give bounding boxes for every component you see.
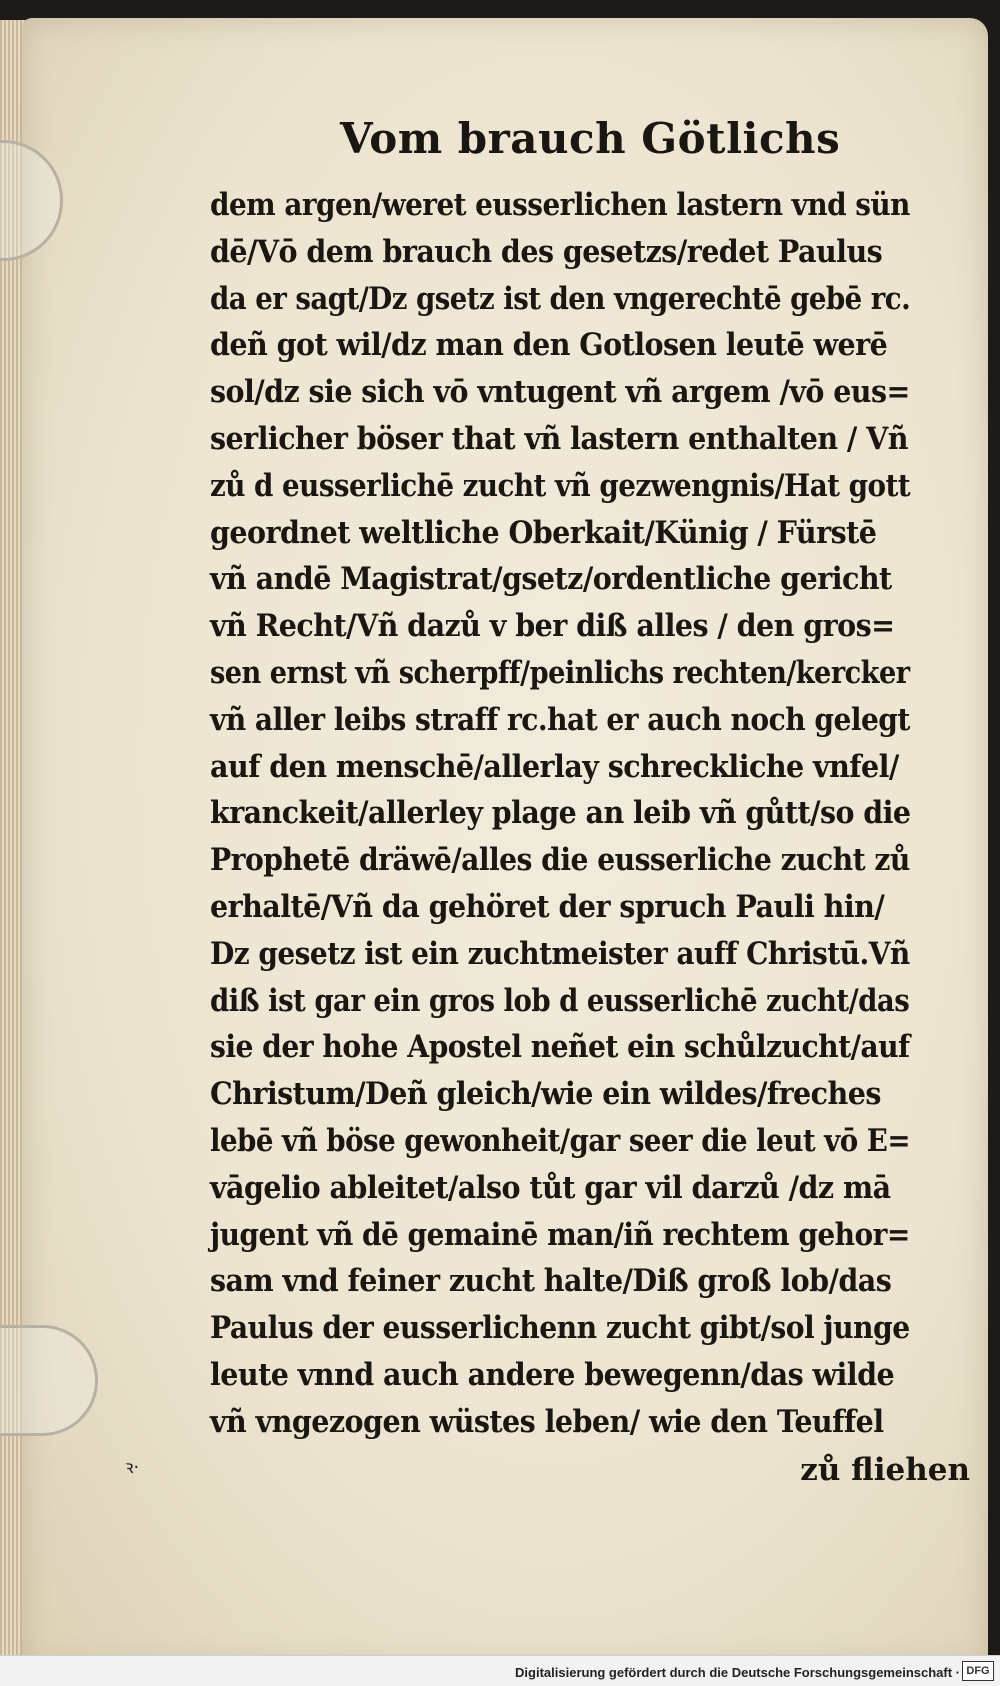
text-line: sie der hohe Apostel neñet ein schůlzucht/auf	[210, 1029, 910, 1066]
text-line: serlicher böser that vñ lastern enthalten / Vñ	[210, 420, 909, 457]
text-line: da er sagt/Dz gsetz ist den vngerechtē gebē rc.	[210, 280, 911, 317]
text-line: sol/dz sie sich vō vntugent vñ argem /vō eus=	[210, 374, 910, 411]
text-line: diß ist gar ein gros lob d eusserlichē zucht/das	[210, 982, 910, 1019]
text-line: erhaltē/Vñ da gehöret der spruch Pauli hin/	[210, 888, 885, 925]
text-line: Christum/Deñ gleich/wie ein wildes/freches	[210, 1076, 881, 1113]
running-header: Vom brauch Götlichs	[340, 114, 841, 163]
text-line: leute vnnd auch andere bewegenn/das wilde	[210, 1356, 895, 1393]
text-line: dē/Vō dem brauch des gesetzs/redet Paulus	[210, 233, 883, 270]
text-line: kranckeit/allerley plage an leib vñ gůtt/so die	[210, 795, 911, 832]
text-line: Paulus der eusserlichenn zucht gibt/sol junge	[210, 1310, 910, 1347]
text-line: deñ got wil/dz man den Gotlosen leutē werē	[210, 327, 888, 364]
text-line: Dz gesetz ist ein zuchtmeister auff Christū.Vñ	[210, 935, 910, 972]
text-line: auf den menschē/allerlay schreckliche vnfel/	[210, 748, 899, 785]
text-line: vñ andē Magistrat/gsetz/ordentliche gericht	[210, 561, 892, 598]
footer-bar	[0, 1655, 1000, 1686]
text-line: dem argen/weret eusserlichen lastern vnd sün	[210, 187, 910, 223]
footer-credit: Digitalisierung gefördert durch die Deutsche Forschungsgemeinschaft ·	[515, 1665, 960, 1680]
gutter-mark: ꝛ·	[125, 1457, 140, 1478]
page-text-block	[210, 110, 970, 1488]
catchword: zů fliehen	[800, 1451, 970, 1488]
text-line: jugent vñ dē gemainē man/iñ rechtem gehor=	[210, 1216, 910, 1253]
text-line: vñ vngezogen wüstes leben/ wie den Teuffel	[210, 1403, 884, 1440]
text-line: zů d eusserlichē zucht vñ gezwengnis/Hat gott	[210, 467, 911, 504]
text-line: vñ aller leibs straff rc.hat er auch noch gelegt	[210, 701, 910, 738]
text-line: vñ Recht/Vñ dazů v ber diß alles / den gros=	[210, 608, 895, 645]
text-line: sam vnd feiner zucht halte/Diß groß lob/das	[210, 1263, 892, 1300]
text-line: lebē vñ böse gewonheit/gar seer die leut vō E=	[210, 1122, 910, 1159]
text-lines	[210, 182, 970, 1446]
text-line: sen ernst vñ scherpff/peinlichs rechten/kercker	[210, 654, 910, 691]
text-line: vāgelio ableitet/also tůt gar vil darzů /dz mā	[210, 1169, 891, 1206]
text-line: geordnet weltliche Oberkait/Künig / Fürstē	[210, 514, 877, 551]
dfg-logo: DFG	[962, 1661, 994, 1681]
text-line: Prophetē dräwē/alles die eusserliche zucht zů	[210, 842, 910, 879]
